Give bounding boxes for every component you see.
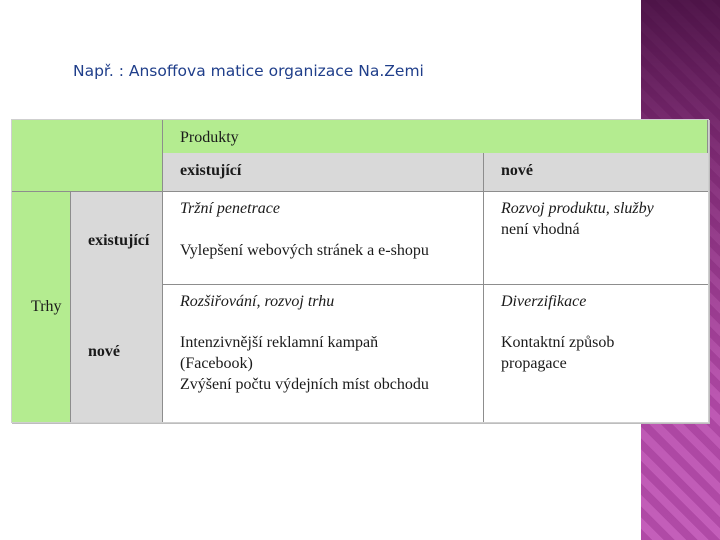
market-development-title: Rozšiřování, rozvoj trhu [180, 293, 335, 310]
row-existing-header-cell [71, 192, 163, 285]
market-development-line1: Intenzivnější reklamní kampaň [180, 334, 379, 351]
col-new-header-cell [484, 153, 708, 192]
diversification-line2: propagace [501, 355, 567, 372]
row-new-header-cell [71, 285, 163, 422]
product-development-note: není vhodná [501, 221, 580, 238]
cell-market-development [163, 285, 484, 422]
cell-product-development [484, 192, 708, 285]
markets-header-cell [12, 192, 71, 422]
market-development-line2: (Facebook) [180, 355, 253, 372]
market-development-line3: Zvýšení počtu výdejních míst obchodu [180, 376, 429, 393]
market-penetration-text: Vylepšení webových stránek a e-shopu [180, 242, 429, 259]
diversification-title: Diverzifikace [501, 293, 587, 310]
products-header: Produkty [180, 129, 239, 146]
cell-market-penetration [163, 192, 484, 285]
market-penetration-title: Tržní penetrace [180, 200, 280, 217]
row-existing-header: existující [88, 232, 150, 249]
corner-cell [12, 120, 163, 192]
products-header-cell [163, 120, 708, 153]
markets-header: Trhy [31, 298, 62, 315]
col-existing-header-cell [163, 153, 484, 192]
diversification-line1: Kontaktní způsob [501, 334, 615, 351]
row-new-header: nové [88, 343, 120, 360]
ansoff-matrix-table [11, 119, 709, 423]
col-existing-header: existující [180, 162, 242, 179]
product-development-title: Rozvoj produktu, služby [501, 200, 654, 217]
col-new-header: nové [501, 162, 533, 179]
cell-diversification [484, 285, 708, 422]
slide-title: Např. : Ansoffova matice organizace Na.Zemi [73, 62, 424, 80]
